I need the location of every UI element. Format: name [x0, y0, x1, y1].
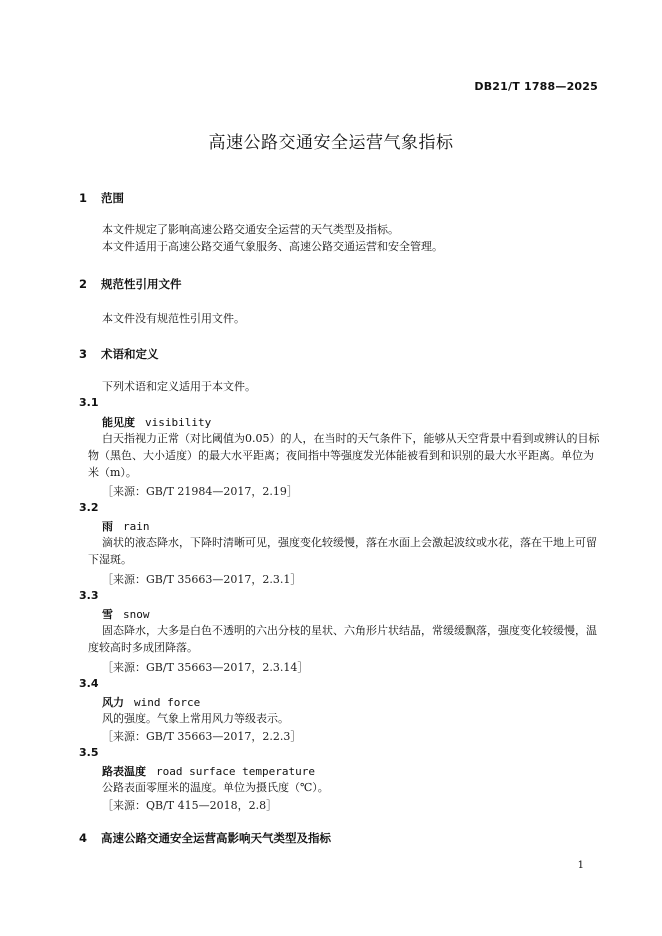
term-zh: 雪 [102, 608, 113, 621]
page-number: 1 [577, 860, 584, 871]
term-en: road surface temperature [156, 765, 315, 778]
term-zh: 路表温度 [102, 765, 146, 778]
term-en: wind force [134, 696, 201, 709]
term-definition: 滴状的液态降水，下降时清晰可见，强度变化较缓慢，落在水面上会激起波纹或水花，落在干地上可留下湿斑。 [88, 536, 597, 566]
clause-number: 3.3 [79, 589, 99, 602]
clause-number: 3.4 [79, 677, 99, 690]
section-title: 术语和定义 [101, 347, 159, 361]
term-heading [102, 414, 211, 430]
section-3-heading [79, 346, 159, 362]
term-en: snow [123, 608, 150, 621]
section-title: 规范性引用文件 [101, 277, 182, 291]
clause-number: 3.2 [79, 501, 99, 514]
term-heading [102, 606, 150, 622]
term-en: rain [123, 520, 150, 533]
term-definition: 风的强度。气象上常用风力等级表示。 [102, 712, 289, 725]
section-4-heading [79, 830, 331, 846]
term-zh: 风力 [102, 696, 124, 709]
section-number: 2 [79, 277, 88, 291]
clause-number: 3.5 [79, 746, 99, 759]
section-title: 高速公路交通安全运营高影响天气类型及指标 [101, 831, 332, 845]
section-2-heading [79, 276, 182, 292]
scope-paragraph-2: 本文件适用于高速公路交通气象服务、高速公路交通运营和安全管理。 [102, 240, 443, 253]
term-heading [102, 518, 150, 534]
term-definition: 固态降水，大多是白色不透明的六出分枝的星状、六角形片状结晶，常缓缓飘落，强度变化较缓慢，温度较高时多成团降落。 [88, 624, 597, 654]
term-heading [102, 694, 200, 710]
term-source: ［来源：GB/T 35663—2017，2.3.14］ [102, 661, 309, 674]
term-source: ［来源：GB/T 35663—2017，2.2.3］ [102, 730, 302, 743]
term-definition: 白天指视力正常（对比阈值为0.05）的人，在当时的天气条件下，能够从天空背景中看到或辨认的目标物（黑色、大小适度）的最大水平距离；夜间指中等强度发光体能被看到和识别的最大水平距离。单位为米（m）。 [88, 432, 600, 479]
document-code: DB21/T 1788—2025 [474, 80, 598, 93]
references-paragraph: 本文件没有规范性引用文件。 [102, 312, 245, 325]
term-source: ［来源：GB/T 21984—2017，2.19］ [102, 485, 298, 498]
term-heading [102, 763, 315, 779]
term-source: ［来源：QB/T 415—2018，2.8］ [102, 799, 278, 812]
section-number: 1 [79, 191, 88, 205]
term-zh: 能见度 [102, 416, 135, 429]
section-title: 范围 [101, 191, 125, 205]
term-en: visibility [145, 416, 212, 429]
section-1-heading [79, 190, 124, 206]
term-zh: 雨 [102, 520, 113, 533]
section-number: 4 [79, 831, 88, 845]
scope-paragraph-1: 本文件规定了影响高速公路交通安全运营的天气类型及指标。 [102, 223, 399, 236]
clause-number: 3.1 [79, 396, 99, 409]
term-source: ［来源：GB/T 35663—2017，2.3.1］ [102, 573, 302, 586]
section-number: 3 [79, 347, 88, 361]
terms-intro: 下列术语和定义适用于本文件。 [102, 380, 256, 393]
document-title: 高速公路交通安全运营气象指标 [208, 133, 454, 153]
term-definition: 公路表面零厘米的温度。单位为摄氏度（℃）。 [102, 781, 329, 794]
